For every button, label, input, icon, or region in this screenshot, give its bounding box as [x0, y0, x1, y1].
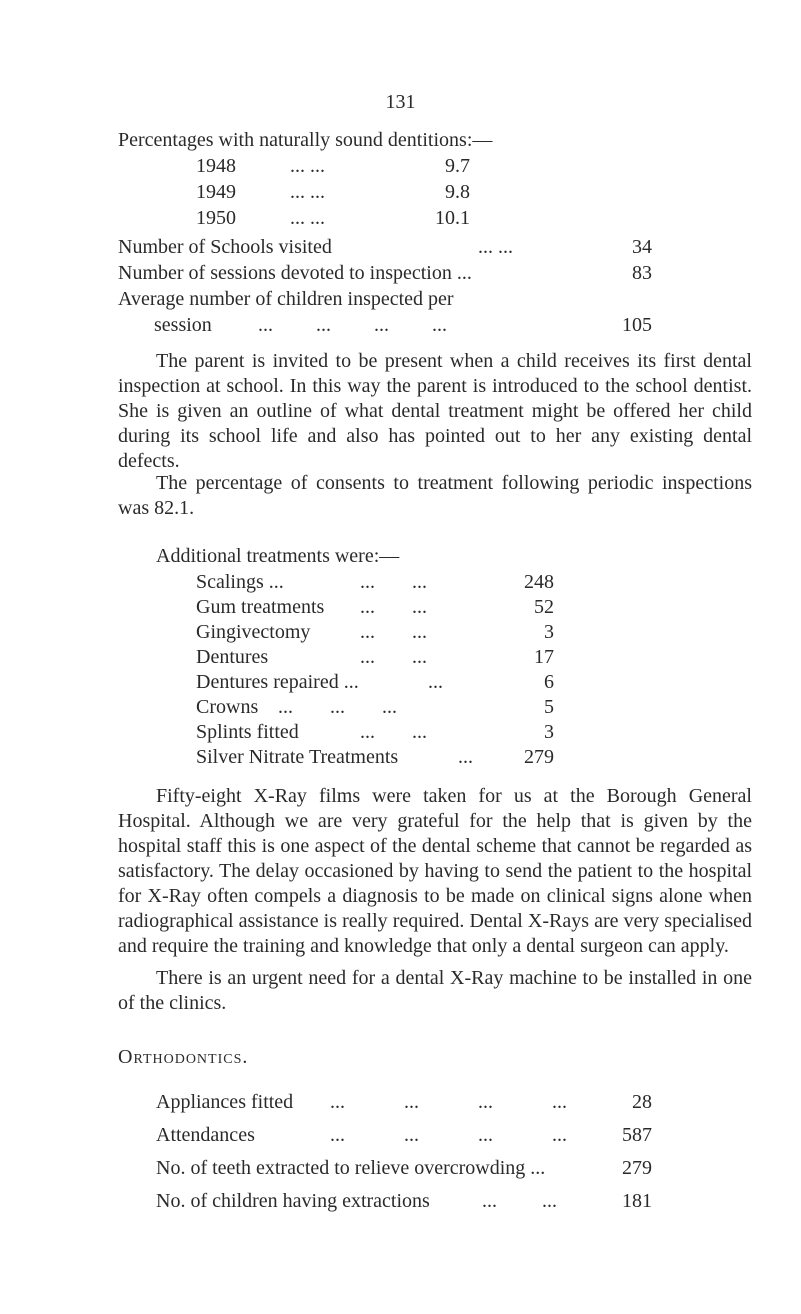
orthodontics-row — [0, 1090, 801, 1120]
treatment-row — [0, 570, 801, 595]
dentition-row — [0, 206, 801, 232]
stat-label: session — [154, 314, 212, 336]
treatment-dots: ... ... — [360, 646, 427, 668]
stat-row-average — [0, 313, 801, 339]
treatment-row — [0, 620, 801, 645]
treatment-label: Dentures repaired ... — [196, 671, 359, 693]
treatment-label: Gingivectomy — [196, 621, 311, 643]
treatment-dots: ... ... — [360, 621, 427, 643]
treatment-row — [0, 595, 801, 620]
orthodontics-label: Appliances fitted — [156, 1091, 294, 1113]
paragraph-xray-need: There is an urgent need for a dental X-Ray machine to be installed in one of the clinics. — [118, 967, 752, 1014]
treatment-value: 5 — [544, 696, 554, 718]
orthodontics-label: Attendances — [156, 1124, 255, 1146]
stat-row-schools — [0, 235, 801, 261]
treatment-label: Silver Nitrate Treatments — [196, 746, 399, 768]
treatment-label: Dentures — [196, 646, 269, 668]
orthodontics-heading: Orthodontics. — [118, 1046, 249, 1068]
treatment-dots: ... ... — [360, 596, 427, 618]
treatments-heading: Additional treatments were:— — [156, 545, 400, 567]
treatment-label: Splints fitted — [196, 721, 299, 743]
orthodontics-dots: ... ... — [482, 1190, 557, 1212]
treatment-value: 6 — [544, 671, 554, 693]
orthodontics-value: 28 — [632, 1091, 652, 1113]
treatment-value: 3 — [544, 721, 554, 743]
dentition-year: 1948 — [196, 155, 236, 177]
dentition-dots: ... ... — [290, 207, 325, 229]
dentition-dots: ... ... — [290, 155, 325, 177]
treatment-dots: ... ... — [360, 721, 427, 743]
treatment-label: Gum treatments — [196, 596, 325, 618]
treatment-dots: ... ... ... — [278, 696, 397, 718]
treatment-row — [0, 645, 801, 670]
treatment-row — [0, 670, 801, 695]
treatment-row — [0, 695, 801, 720]
stat-value: 83 — [632, 262, 652, 284]
orthodontics-row — [0, 1123, 801, 1153]
orthodontics-value: 181 — [622, 1190, 652, 1212]
dentition-row — [0, 154, 801, 180]
stat-label: Number of sessions devoted to inspection ... — [118, 262, 472, 284]
dentition-value: 9.7 — [445, 155, 470, 177]
treatment-value: 17 — [534, 646, 554, 668]
stat-dots: ... ... ... ... — [258, 314, 447, 336]
treatment-label: Crowns — [196, 696, 259, 718]
orthodontics-dots: ... ... ... ... — [330, 1124, 567, 1146]
orthodontics-label: No. of teeth extracted to relieve overcrowding ... — [156, 1157, 546, 1179]
stat-row-sessions — [0, 261, 801, 287]
stat-value: 105 — [622, 314, 652, 336]
dentition-year: 1950 — [196, 207, 236, 229]
stat-label: Number of Schools visited — [118, 236, 332, 258]
treatment-dots: ... ... — [360, 571, 427, 593]
stat-dots: ... ... — [478, 236, 513, 258]
paragraph-xray: Fifty-eight X-Ray films were taken for us at the Borough General Hospital. Although we are very grateful for the help that is given by the hospital staff this is one aspect of the dental scheme that cannot be regarded as satisfactory. The delay occasioned by having to send the patient to the hospital for X-Ray often compels a diagnosis to be made on clinical signs alone when radiographical assistance is really required. Dental X-Rays are very specialised and require the training and knowledge that only a dental surgeon can apply. — [118, 785, 752, 957]
dentition-row — [0, 180, 801, 206]
dentition-value: 9.8 — [445, 181, 470, 203]
treatment-value: 52 — [534, 596, 554, 618]
stat-label-average: Average number of children inspected per — [118, 288, 454, 310]
dentition-year: 1949 — [196, 181, 236, 203]
orthodontics-value: 587 — [622, 1124, 652, 1146]
treatment-row — [0, 745, 801, 770]
dentition-dots: ... ... — [290, 181, 325, 203]
orthodontics-row — [0, 1189, 801, 1219]
dentitions-heading: Percentages with naturally sound dentitions:— — [118, 129, 493, 151]
treatment-value: 3 — [544, 621, 554, 643]
orthodontics-label: No. of children having extractions — [156, 1190, 430, 1212]
treatment-row — [0, 720, 801, 745]
treatment-label: Scalings ... — [196, 571, 284, 593]
treatment-dots: ... — [458, 746, 473, 768]
paragraph-consents: The percentage of consents to treatment following periodic inspections was 82.1. — [118, 472, 752, 519]
orthodontics-dots: ... ... ... ... — [330, 1091, 567, 1113]
orthodontics-value: 279 — [622, 1157, 652, 1179]
dentition-value: 10.1 — [435, 207, 470, 229]
treatment-value: 279 — [524, 746, 554, 768]
treatment-dots: ... — [428, 671, 443, 693]
orthodontics-row — [0, 1156, 801, 1186]
paragraph-parent: The parent is invited to be present when a child receives its first dental inspection at school. In this way the parent is introduced to the school dentist. She is given an outline of what dental treatment might be offered her child during its school life and also has pointed out to her any existing dental defects. — [118, 350, 752, 472]
page-number: 131 — [385, 91, 416, 113]
stat-value: 34 — [632, 236, 652, 258]
treatment-value: 248 — [524, 571, 554, 593]
